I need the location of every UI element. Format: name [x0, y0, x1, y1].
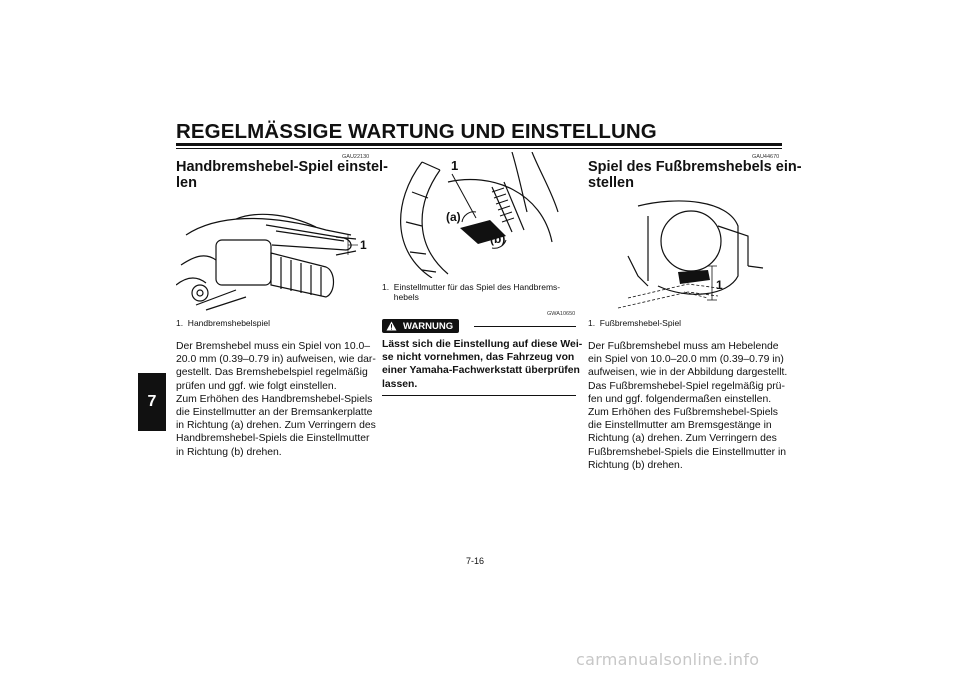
brake-adjust-nut-drawing	[382, 152, 576, 278]
caption-adjust-nut: 1. Einstellmutter für das Spiel des Handbrems- hebels	[382, 282, 561, 302]
foot-brake-lever-drawing	[588, 196, 782, 314]
section-code-foot-brake: GAU44670	[752, 154, 780, 160]
chapter-tab: 7	[138, 373, 166, 431]
foot-brake-callout-1: 1	[716, 278, 723, 292]
caption-foot-brake: 1. Fußbremshebel-Spiel	[588, 318, 682, 328]
header-rule-thin	[176, 148, 782, 149]
hand-brake-callout-1: 1	[360, 238, 367, 252]
warning-triangle-icon	[386, 321, 397, 331]
hand-brake-lever-drawing	[176, 205, 370, 313]
section-code-hand-brake: GAU22130	[342, 154, 370, 160]
warning-code: GWA10650	[547, 311, 576, 317]
brake-adjust-nut-illustration	[382, 152, 576, 278]
section-title-hand-brake: Handbremshebel-Spiel einstel- len	[176, 159, 388, 191]
warning-rule-bottom	[382, 395, 576, 396]
adjust-nut-callout-1: 1	[451, 158, 459, 173]
header-rule-thick	[176, 143, 782, 146]
page-number: 7-16	[466, 556, 485, 566]
section-title-foot-brake: Spiel des Fußbremshebels ein- stellen	[588, 159, 802, 191]
foot-brake-lever-illustration	[588, 196, 782, 314]
warning-badge	[382, 319, 459, 333]
adjust-direction-a-label: (a)	[446, 210, 461, 224]
warning-label: WARNUNG	[403, 320, 454, 332]
warning-rule-top	[474, 326, 576, 327]
page-header-title: REGELMÄSSIGE WARTUNG UND EINSTELLUNG	[176, 120, 657, 143]
body-foot-brake: Der Fußbremshebel muss am Hebelende ein Spiel von 10.0–20.0 mm (0.39–0.79 in) aufweisen, wie in der Abbildung dargestellt. Das Fußbremshebel-Spiel regelmäßig prü- fen und ggf. folgendermaßen einstellen. Zum Erhöhen des Fußbremshebel-Spiels die Einstellmutter am Bremsgestänge in Richtung (a) drehen. Zum Verringern des Fußbremshebel-Spiels die Einstellmutter in Richtung (b) drehen.	[588, 341, 788, 471]
caption-hand-brake: 1. Handbremshebelspiel	[176, 318, 271, 328]
watermark: carmanualsonline.info	[576, 650, 760, 669]
adjust-direction-b-label: (b)	[490, 232, 506, 246]
hand-brake-lever-illustration	[176, 205, 370, 313]
body-hand-brake: Der Bremshebel muss ein Spiel von 10.0– 20.0 mm (0.39–0.79 in) aufweisen, wie dar- gestellt. Das Bremshebelspiel regelmäßig prüfen und ggf. wie folgt einstellen. Zum Erhöhen des Handbremshebel-Spiels die Einstellmutter an der Bremsankerplatte in Richtung (a) drehen. Zum Verringern des Handbremshebel-Spiels die Einstellmutter in Richtung (b) drehen.	[176, 341, 376, 458]
warning-text: Lässt sich die Einstellung auf diese Wei- se nicht vornehmen, das Fahrzeug von einer Yamaha-Fachwerkstatt überprüfen lassen.	[382, 339, 583, 390]
